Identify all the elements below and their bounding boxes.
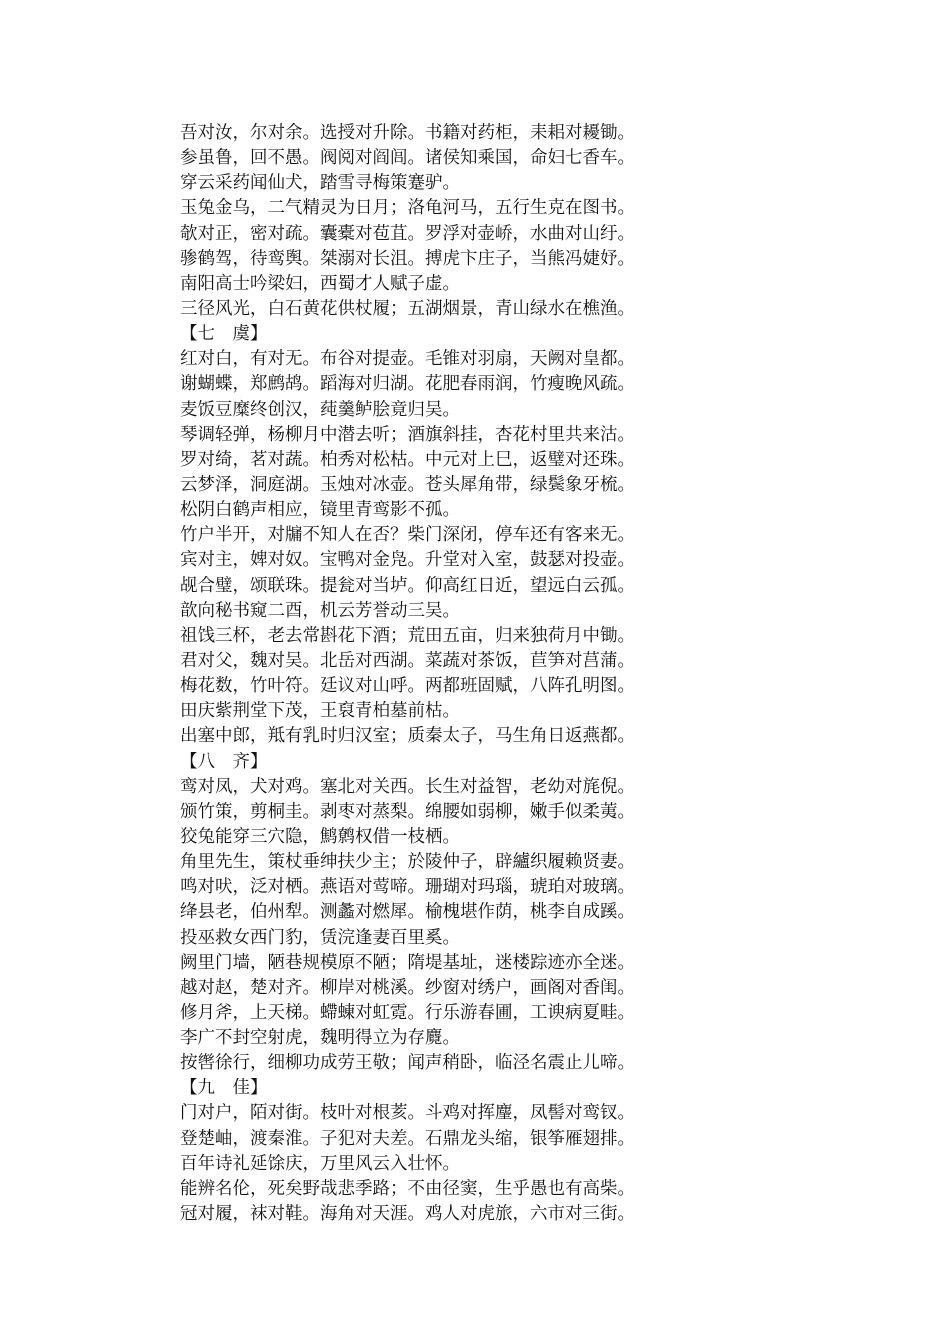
text-line: 梅花数，竹叶符。廷议对山呼。两都班固赋，八阵孔明图。	[180, 676, 635, 697]
text-line: 琴调轻弹，杨柳月中潜去听；酒旗斜挂，杏花村里共来沽。	[180, 424, 635, 445]
text-line: 能辨名伦，死矣野哉悲季路；不由径窦，生乎愚也有高柴。	[180, 1178, 635, 1199]
text-line: 投巫救女西门豹，赁浣逢妻百里奚。	[180, 927, 460, 948]
text-line: 麦饭豆糜终创汉，莼羹鲈脍竟归吴。	[180, 399, 460, 420]
text-line: 门对户，陌对街。枝叶对根荄。斗鸡对挥麈，凤髻对鸾钗。	[180, 1103, 635, 1124]
text-line: 祖饯三杯，老去常斟花下酒；荒田五亩，归来独荷月中锄。	[180, 625, 635, 646]
text-line: 穿云采药闻仙犬，踏雪寻梅策蹇驴。	[180, 173, 460, 194]
text-line: 南阳高士吟梁妇，西蜀才人赋子虚。	[180, 273, 460, 294]
text-line: 百年诗礼延馀庆，万里风云入壮怀。	[180, 1153, 460, 1174]
text-line: 君对父，魏对吴。北岳对西湖。菜蔬对茶饭，苣笋对莒蒲。	[180, 650, 635, 671]
text-line: 越对赵，楚对齐。柳岸对桃溪。纱窗对绣户，画阁对香闺。	[180, 977, 635, 998]
text-line: 宾对主，婢对奴。宝鸭对金凫。升堂对入室，鼓瑟对投壶。	[180, 550, 635, 571]
text-line: 按辔徐行，细柳功成劳王敬；闻声稍卧，临泾名震止儿啼。	[180, 1053, 635, 1074]
text-line: 参虽鲁，回不愚。阀阅对阎闾。诸侯知乘国，命妇七香车。	[180, 148, 635, 169]
text-line: 玉兔金乌，二气精灵为日月；洛龟河马，五行生克在图书。	[180, 198, 635, 219]
text-line: 鸾对凤，犬对鸡。塞北对关西。长生对益智，老幼对旄倪。	[180, 776, 635, 797]
text-line: 冠对履，袜对鞋。海角对天涯。鸡人对虎旅，六市对三街。	[180, 1204, 635, 1225]
text-line: 【七 虞】	[180, 324, 268, 345]
text-line: 角里先生，策杖垂绅扶少主；於陵仲子，辟纑织履赖贤妻。	[180, 852, 635, 873]
text-line: 出塞中郎，羝有乳时归汉室；质秦太子，马生角日返燕都。	[180, 726, 635, 747]
text-line: 登楚岫，渡秦淮。子犯对夫差。石鼎龙头缩，银筝雁翅排。	[180, 1128, 635, 1149]
text-body	[180, 121, 880, 1227]
text-line: 颁竹策，剪桐圭。剥枣对蒸梨。绵腰如弱柳，嫩手似柔荑。	[180, 801, 635, 822]
text-line: 吾对汝，尔对余。选授对升除。书籍对药柜，耒耜对耰锄。	[180, 123, 635, 143]
text-line: 【八 齐】	[180, 751, 268, 772]
text-line: 觇合璧，颂联珠。提瓮对当垆。仰高红日近，望远白云孤。	[180, 575, 635, 596]
text-line: 歆向秘书窥二酉，机云芳誉动三吴。	[180, 600, 460, 621]
text-line: 骖鹤驾，待鸾舆。桀溺对长沮。搏虎卞庄子，当熊冯婕妤。	[180, 248, 635, 269]
text-line: 三径风光，白石黄花供杖履；五湖烟景，青山绿水在樵渔。	[180, 298, 635, 319]
text-line: 李广不封空射虎，魏明得立为存麑。	[180, 1028, 460, 1049]
text-line: 云梦泽，洞庭湖。玉烛对冰壶。苍头犀角带，绿鬓象牙梳。	[180, 474, 635, 495]
text-line: 欹对正，密对疏。囊橐对苞苴。罗浮对壶峤，水曲对山纡。	[180, 223, 635, 244]
text-line: 田庆紫荆堂下茂，王裒青柏墓前枯。	[180, 701, 460, 722]
text-line: 鸣对吠，泛对栖。燕语对莺啼。珊瑚对玛瑙，琥珀对玻璃。	[180, 877, 635, 898]
text-line: 竹户半开，对牖不知人在否？柴门深闭，停车还有客来无。	[180, 525, 635, 546]
text-line: 谢蝴蝶，郑鹧鸪。蹈海对归湖。花肥春雨润，竹瘦晚风疏。	[180, 374, 635, 395]
text-line: 【九 佳】	[180, 1078, 268, 1099]
text-line: 修月斧，上天梯。螮蝀对虹霓。行乐游春圃，工谀病夏畦。	[180, 1002, 635, 1023]
text-line: 绛县老，伯州犁。测蠡对燃犀。榆槐堪作荫，桃李自成蹊。	[180, 902, 635, 923]
text-line: 罗对绮，茗对蔬。柏秀对松枯。中元对上巳，返璧对还珠。	[180, 449, 635, 470]
text-line: 红对白，有对无。布谷对提壶。毛锥对羽扇，天阙对皇都。	[180, 349, 635, 370]
text-line: 阙里门墙，陋巷规模原不陋；隋堤基址，迷楼踪迹亦全迷。	[180, 952, 635, 973]
text-line: 松阴白鹤声相应，镜里青鸾影不孤。	[180, 500, 460, 521]
text-line: 狡兔能穿三穴隐，鹪鹩权借一枝栖。	[180, 826, 460, 847]
